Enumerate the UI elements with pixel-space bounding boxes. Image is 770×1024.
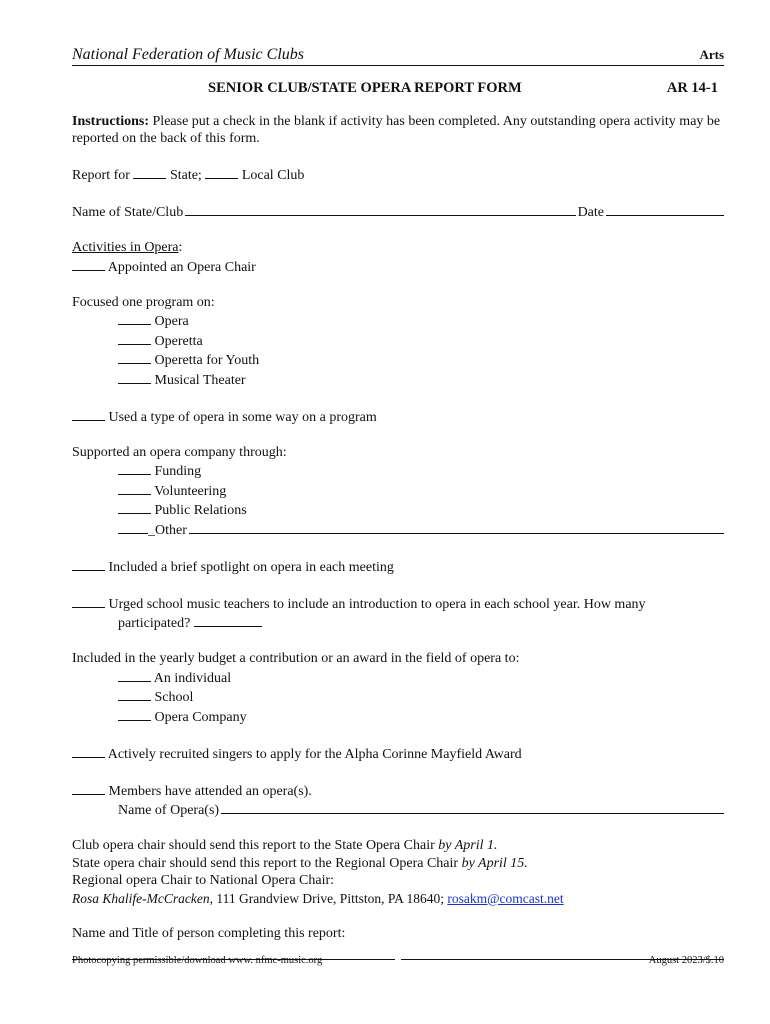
- budget-label: Included in the yearly budget a contribution or an award in the field of opera to:: [72, 651, 520, 666]
- other-item: _Other: [118, 520, 724, 540]
- check-blank[interactable]: [118, 461, 151, 475]
- national-chair-line: Rosa Khalife-McCracken, 111 Grandview Drive, Pittston, PA 18640; rosakm@comcast.net: [72, 890, 564, 906]
- budget-list: [72, 668, 724, 727]
- club-send-line: Club opera chair should send this report to the State Opera Chair by April 1.: [72, 838, 498, 853]
- list-item: School: [118, 687, 724, 707]
- spotlight-item: Included a brief spotlight on opera in each meeting: [72, 557, 724, 577]
- check-blank[interactable]: [118, 350, 151, 364]
- urged-item: Urged school music teachers to include an introduction to opera in each school year. How many: [72, 594, 724, 614]
- national-chair-name: Rosa Khalife-McCracken: [72, 890, 210, 906]
- check-blank[interactable]: [72, 781, 105, 795]
- email-link[interactable]: rosakm@comcast.net: [447, 890, 564, 906]
- check-blank[interactable]: [72, 594, 105, 608]
- page-header: [72, 46, 724, 66]
- focused-list: [72, 311, 724, 389]
- opera-chair-item: Appointed an Opera Chair: [72, 257, 724, 277]
- participated-line: participated?: [72, 613, 724, 633]
- completing-label: Name and Title of person completing this report:: [72, 925, 346, 941]
- form-page: [72, 46, 724, 960]
- instructions-text: Please put a check in the blank if activity has been completed. Any outstanding opera activity may be reported on the back of this form.: [72, 113, 721, 146]
- attended-item: Members have attended an opera(s).: [72, 781, 724, 801]
- recruited-item: Actively recruited singers to apply for the Alpha Corinne Mayfield Award: [72, 744, 724, 764]
- supported-label: Supported an opera company through:: [72, 444, 287, 460]
- regional-send-line: Regional opera Chair to National Opera Chair:: [72, 873, 335, 888]
- used-type-item: Used a type of opera in some way on a program: [72, 407, 724, 427]
- local-club-check-blank[interactable]: [205, 165, 238, 179]
- activities-heading: Activities in Opera:: [72, 240, 183, 255]
- form-title-bar: [72, 80, 724, 100]
- report-for-line: Report for State; Local Club: [72, 165, 724, 185]
- participated-field[interactable]: [194, 613, 262, 627]
- form-code: AR 14-1: [666, 79, 718, 96]
- check-blank[interactable]: [72, 557, 105, 571]
- supported-list: [72, 461, 724, 539]
- list-item: Musical Theater: [118, 370, 724, 390]
- other-field[interactable]: [189, 520, 724, 534]
- list-item: Opera Company: [118, 707, 724, 727]
- footer-left: Photocopying permissible/download www. nfmc-music.org: [72, 955, 323, 966]
- date-field[interactable]: [606, 202, 724, 216]
- list-item: Operetta for Youth: [118, 350, 724, 370]
- state-club-name-field[interactable]: [185, 202, 575, 216]
- state-check-blank[interactable]: [133, 165, 166, 179]
- instructions: [72, 113, 724, 148]
- check-blank[interactable]: [118, 500, 151, 514]
- org-name: National Federation of Music Clubs: [72, 46, 304, 63]
- check-blank[interactable]: [118, 331, 151, 345]
- focused-label: Focused one program on:: [72, 294, 215, 310]
- footer-right: August 2023/$.10: [648, 955, 724, 966]
- list-item: An individual: [118, 668, 724, 688]
- check-blank[interactable]: [118, 687, 151, 701]
- section-label: Arts: [699, 47, 724, 62]
- opera-chair-check-blank[interactable]: [72, 257, 105, 271]
- check-blank[interactable]: [118, 370, 151, 384]
- check-blank[interactable]: [118, 520, 148, 534]
- list-item: Funding: [118, 461, 724, 481]
- check-blank[interactable]: [72, 407, 105, 421]
- check-blank[interactable]: [118, 668, 151, 682]
- list-item: Operetta: [118, 331, 724, 351]
- name-date-line: Name of State/Club Date: [72, 202, 724, 222]
- list-item: Volunteering: [118, 481, 724, 501]
- list-item: Public Relations: [118, 500, 724, 520]
- instructions-label: Instructions:: [72, 113, 150, 129]
- state-send-line: State opera chair should send this report to the Regional Opera Chair by April 15.: [72, 855, 528, 871]
- check-blank[interactable]: [118, 481, 151, 495]
- opera-names-field[interactable]: [221, 800, 724, 814]
- list-item: Opera: [118, 311, 724, 331]
- check-blank[interactable]: [118, 311, 151, 325]
- form-title: SENIOR CLUB/STATE OPERA REPORT FORM: [208, 79, 522, 96]
- opera-names-line: Name of Opera(s): [72, 800, 724, 820]
- check-blank[interactable]: [118, 707, 151, 721]
- check-blank[interactable]: [72, 744, 105, 758]
- page-footer: [72, 955, 724, 966]
